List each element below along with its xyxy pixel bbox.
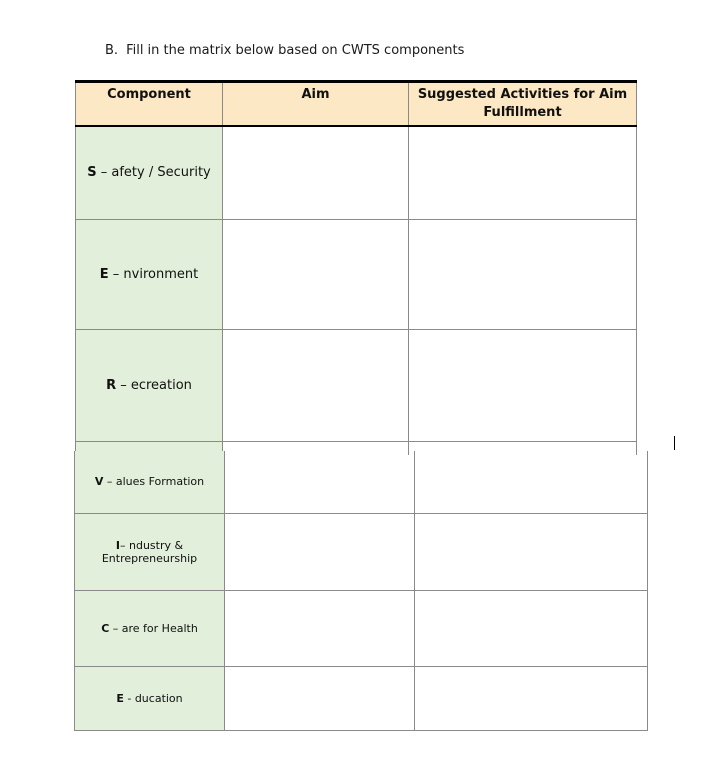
table-row — [75, 666, 648, 730]
component-cell-recreation — [76, 329, 223, 441]
activities-cell[interactable] — [409, 329, 637, 441]
activities-cell[interactable] — [409, 219, 637, 329]
aim-cell[interactable] — [225, 451, 415, 513]
component-cell-health — [75, 590, 225, 666]
component-letter: E — [116, 691, 124, 705]
table-row — [75, 590, 648, 666]
component-letter: R — [106, 377, 117, 393]
cwts-matrix-lower — [74, 451, 648, 731]
text-cursor — [674, 436, 675, 450]
component-label: – ndustry & Entrepreneurship — [101, 538, 198, 565]
aim-cell[interactable] — [223, 219, 409, 329]
aim-cell[interactable] — [225, 513, 415, 590]
component-cell-environment — [76, 219, 223, 329]
instruction-line — [105, 43, 464, 58]
activities-cell[interactable] — [415, 666, 648, 730]
component-letter: V — [94, 475, 104, 489]
component-label: – ecreation — [116, 377, 192, 393]
component-label: – nvironment — [108, 266, 199, 282]
activities-cell[interactable] — [415, 513, 648, 590]
activities-cell[interactable] — [409, 126, 637, 219]
component-label: – afety / Security — [96, 165, 211, 181]
table-row — [75, 513, 648, 590]
header-row — [76, 82, 637, 127]
table-row — [76, 219, 637, 329]
activities-cell[interactable] — [415, 590, 648, 666]
activities-cell[interactable] — [415, 451, 648, 513]
component-cell-values-formation — [75, 451, 225, 513]
table-row — [76, 329, 637, 441]
component-letter: C — [101, 621, 110, 635]
component-letter: S — [87, 165, 97, 181]
component-label: - ducation — [123, 691, 183, 705]
cwts-matrix-upper — [75, 80, 637, 455]
component-label: – alues Formation — [103, 475, 205, 489]
header-aim: Aim — [223, 82, 409, 127]
table-row — [76, 126, 637, 219]
instruction-number: B. — [105, 43, 119, 58]
component-cell-industry — [75, 513, 225, 590]
component-cell-education — [75, 666, 225, 730]
component-cell-safety — [76, 126, 223, 219]
aim-cell[interactable] — [225, 590, 415, 666]
instruction-text: Fill in the matrix below based on CWTS components — [126, 43, 465, 58]
component-label: – are for Health — [109, 621, 198, 635]
component-letter: I — [115, 538, 120, 552]
aim-cell[interactable] — [223, 126, 409, 219]
header-component: Component — [76, 82, 223, 127]
header-activities: Suggested Activities for Aim Fulfillment — [409, 82, 637, 127]
aim-cell[interactable] — [225, 666, 415, 730]
aim-cell[interactable] — [223, 329, 409, 441]
table-row — [75, 451, 648, 513]
component-letter: E — [99, 266, 109, 282]
